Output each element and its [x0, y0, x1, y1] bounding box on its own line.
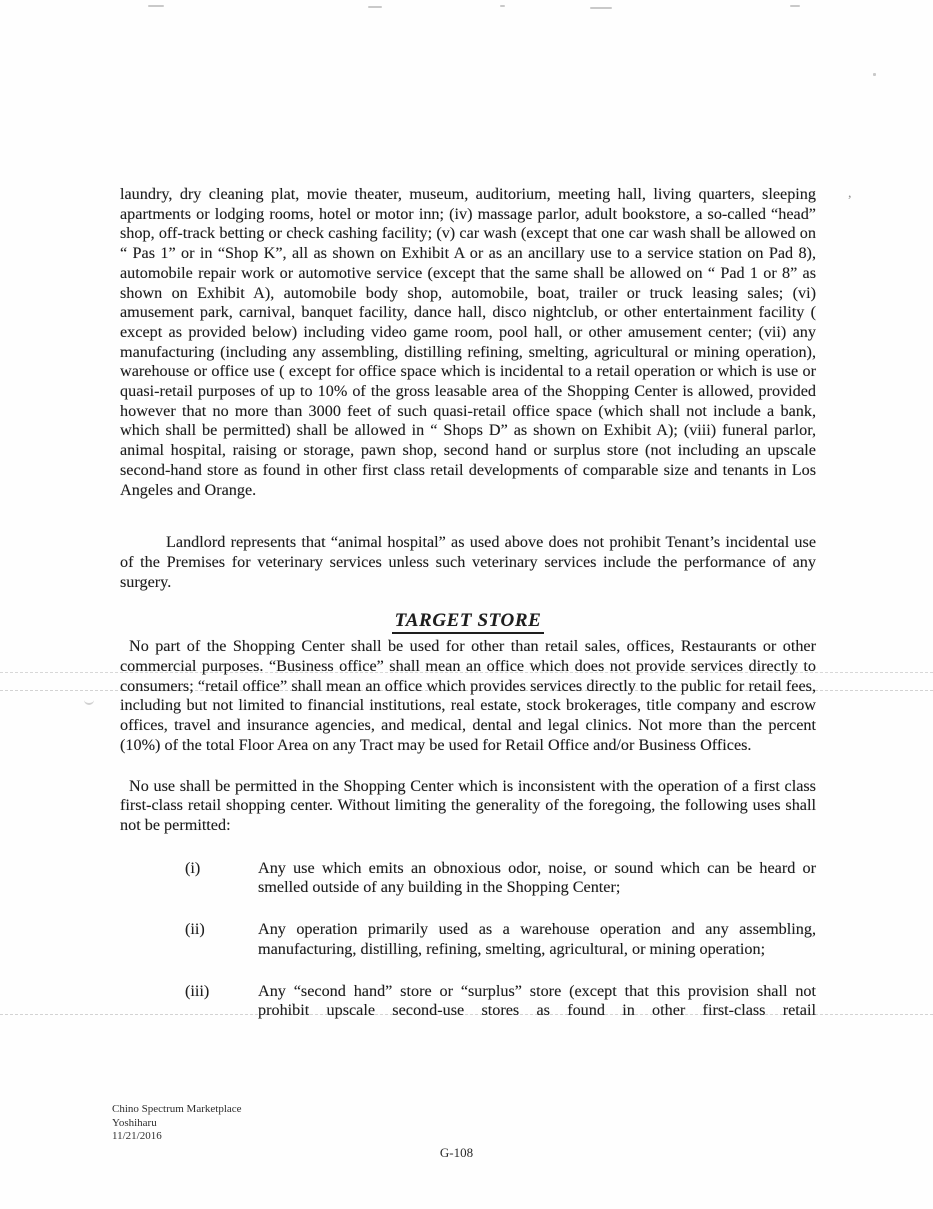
page-body-text — [120, 185, 816, 1021]
prohibited-uses-list — [120, 859, 816, 1021]
scan-artifact-speck — [873, 73, 876, 76]
section-heading-target-store — [120, 610, 816, 632]
scan-artifact-speck — [590, 7, 612, 9]
paragraph-prohibited-uses-continuation: laundry, dry cleaning plat, movie theater, museum, auditorium, meeting hall, living quarters, sleeping apartments or lodging rooms, hotel or motor inn; (iv) massage parlor, adult bookstore, a so-called “head” shop, off-track betting or check cashing facility; (v) car wash (except that one car wash shall be allowed on “ Pas 1” or in “Shop K”, all as shown on Exhibit A or as an ancillary use to a service station on Pad 8), automobile repair work or automotive service (except that the same shall be allowed on “ Pad 1 or 8” as shown on Exhibit A), automobile body shop, automobile, boat, trailer or truck leasing sales; (vi) amusement park, carnival, banquet facility, dance hall, disco nightclub, or other entertainment facility ( except as provided below) including video game room, pool hall, or other amusement center; (vii) any manufacturing (including any assembling, distilling refining, smelting, agricultural or mining operation), warehouse or office use ( except for office space which is incidental to a retail operation or which is use or quasi-retail purposes of up to 10% of the gross leasable area of the Shopping Center is allowed, provided however that no more than 3000 feet of such quasi-retail office space (which shall not include a bank, which shall be permitted) shall be allowed in “ Shops D” as shown on Exhibit A); (viii) funeral parlor, animal hospital, raising or storage, pawn shop, second hand or surplus store (not including an upscale second-hand store as found in other first class retail developments of comparable size and tenants in Los Angeles and Orange. — [120, 185, 816, 499]
footer-tenant-name: Yoshiharu — [112, 1116, 157, 1129]
paragraph-landlord-representation: Landlord represents that “animal hospital” as used above does not prohibit Tenant’s incidental use of the Premises for veterinary services unless such veterinary services include the performance of any surgery. — [120, 533, 816, 591]
list-item-text: Any “second hand” store or “surplus” store (except that this provision shall not prohibit upscale second-use stores as found in other first-class retail — [258, 981, 816, 1020]
list-item-marker: (i) — [185, 858, 201, 877]
section-heading-text: TARGET STORE — [392, 610, 545, 634]
page-number: G-108 — [439, 1145, 474, 1160]
list-item-marker: (iii) — [185, 981, 210, 1000]
paragraph-retail-use-restriction: No part of the Shopping Center shall be used for other than retail sales, offices, Restaurants or other commercial purposes. “Business office” shall mean an office which does not provide services directly to consumers; “retail office” shall mean an office which provides services directly to the public for retail fees, including but not limited to financial institutions, real estate, stock brokerages, title company and escrow offices, travel and insurance agencies, and medical, dental and legal clinics. Not more than the percent (10%) of the total Floor Area on any Tract may be used for Retail Office and/or Business Offices. — [120, 637, 816, 754]
scan-artifact-speck — [368, 6, 382, 8]
scan-artifact-speck — [148, 5, 164, 7]
list-item — [120, 859, 816, 898]
scan-artifact-stray-mark — [84, 697, 94, 705]
list-item-marker: (ii) — [185, 920, 205, 939]
list-item-text: Any use which emits an obnoxious odor, noise, or sound which can be heard or smelled outside of any building in the Shopping Center; — [258, 858, 816, 897]
footer-date: 11/21/2016 — [112, 1130, 162, 1142]
list-item — [120, 982, 816, 1021]
paragraph-first-class-standard: No use shall be permitted in the Shopping Center which is inconsistent with the operation of a first class first-class retail shopping center. Without limiting the generality of the foregoing, the following uses shall not be permitted: — [120, 776, 816, 834]
scan-artifact-speck — [500, 5, 505, 7]
document-footer — [112, 1103, 242, 1144]
footer-project-name: Chino Spectrum Marketplace — [112, 1103, 242, 1115]
list-item-text: Any operation primarily used as a warehouse operation and any assembling, manufacturing, distilling, refining, smelting, agricultural, or mining operation; — [258, 920, 816, 958]
list-item — [120, 920, 816, 959]
scan-artifact-speck — [790, 5, 800, 7]
scan-artifact-stray-mark: , — [848, 186, 852, 201]
